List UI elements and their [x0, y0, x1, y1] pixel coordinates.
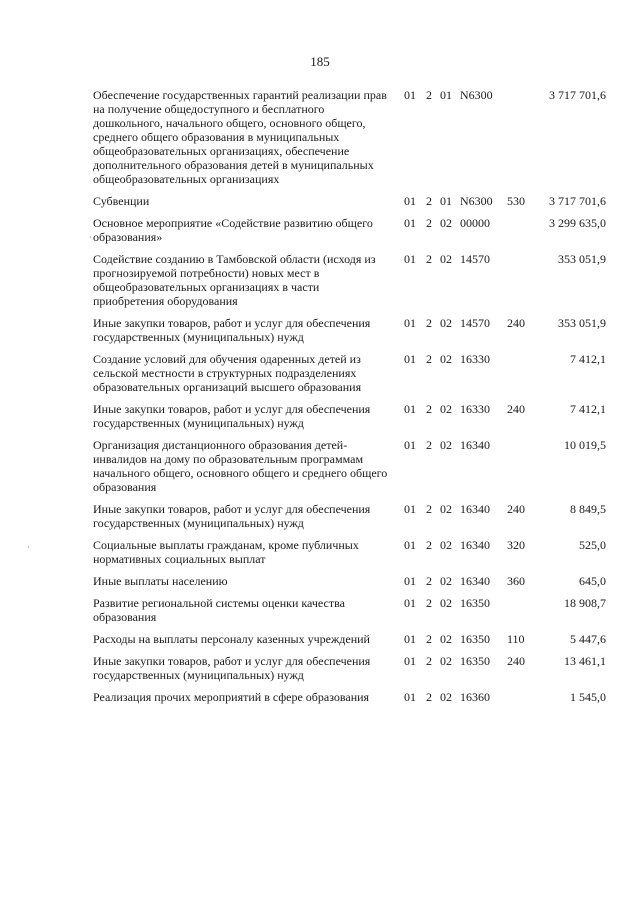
- table-row: [0, 574, 640, 588]
- page-number: 185: [310, 54, 330, 69]
- expense-type: 530: [507, 194, 525, 208]
- code-direction: 16340: [460, 574, 490, 588]
- table-row: [0, 88, 640, 186]
- code-section: 01: [404, 88, 416, 102]
- table-row: [0, 596, 640, 624]
- row-code: [404, 654, 520, 668]
- row-description: Содействие созданию в Тамбовской области (исходя из прогнозируемой потребности) новых мест в общеобразовательных организациях в части приобретения оборудования: [93, 252, 376, 308]
- row-description: Иные закупки товаров, работ и услуг для обеспечения государственных (муниципальных) нужд: [93, 654, 371, 682]
- code-activity: 02: [440, 438, 452, 452]
- code-subprogram: 2: [426, 596, 432, 610]
- code-subprogram: 2: [426, 632, 432, 646]
- row-description: Организация дистанционного образования детей-инвалидов на дому по образовательным программам начального общего, основного общего и среднего общего образования: [93, 438, 388, 494]
- table-row: [0, 216, 640, 244]
- code-activity: 02: [440, 216, 452, 230]
- code-section: 01: [404, 352, 416, 366]
- row-code: [404, 352, 520, 366]
- row-description: Социальные выплаты гражданам, кроме публичных нормативных социальных выплат: [93, 538, 359, 566]
- row-code: [404, 596, 520, 610]
- row-code: [404, 690, 520, 704]
- code-activity: 02: [440, 538, 452, 552]
- code-activity: 02: [440, 632, 452, 646]
- code-subprogram: 2: [426, 574, 432, 588]
- row-code: [404, 632, 520, 646]
- table-row: [0, 538, 640, 566]
- code-section: 01: [404, 654, 416, 668]
- code-section: 01: [404, 194, 416, 208]
- row-amount: 8 849,5: [570, 502, 606, 516]
- code-activity: 01: [440, 194, 452, 208]
- table-row: [0, 690, 640, 704]
- code-activity: 02: [440, 654, 452, 668]
- code-section: 01: [404, 252, 416, 266]
- code-direction: 16330: [460, 352, 490, 366]
- row-amount: 7 412,1: [570, 402, 606, 416]
- row-amount: 1 545,0: [570, 690, 606, 704]
- code-activity: 01: [440, 88, 452, 102]
- row-description: Создание условий для обучения одаренных детей из сельской местности в структурных подразделениях образовательных организаций высшего образования: [93, 352, 362, 394]
- row-amount: 7 412,1: [570, 352, 606, 366]
- code-section: 01: [404, 402, 416, 416]
- budget-table: [0, 88, 640, 712]
- code-direction: 14570: [460, 252, 490, 266]
- row-description: Реализация прочих мероприятий в сфере образования: [93, 690, 370, 704]
- code-activity: 02: [440, 502, 452, 516]
- code-direction: 14570: [460, 316, 490, 330]
- row-amount: 18 908,7: [564, 596, 606, 610]
- code-subprogram: 2: [426, 538, 432, 552]
- code-direction: 16360: [460, 690, 490, 704]
- expense-type: 240: [507, 402, 525, 416]
- table-row: [0, 654, 640, 682]
- row-description: Иные закупки товаров, работ и услуг для обеспечения государственных (муниципальных) нужд: [93, 402, 371, 430]
- table-row: [0, 194, 640, 208]
- row-code: [404, 316, 520, 330]
- code-section: 01: [404, 438, 416, 452]
- row-code: [404, 574, 520, 588]
- row-code: [404, 402, 520, 416]
- row-description: Обеспечение государственных гарантий реализации прав на получение общедоступного и бесплатного дошкольного, начального общего, основного общего, среднего общего образования в муниципальных общеобразовательных организациях, обеспечение дополнительного образования детей в муниципальных общеобразовательных организациях: [93, 88, 387, 186]
- row-code: [404, 438, 520, 452]
- row-amount: 525,0: [579, 538, 606, 552]
- code-subprogram: 2: [426, 438, 432, 452]
- code-direction: N6300: [460, 88, 493, 102]
- code-subprogram: 2: [426, 316, 432, 330]
- scan-mark: [90, 236, 91, 238]
- code-subprogram: 2: [426, 402, 432, 416]
- row-code: [404, 194, 520, 208]
- code-section: 01: [404, 538, 416, 552]
- expense-type: 110: [507, 632, 525, 646]
- table-row: [0, 438, 640, 494]
- row-code: [404, 88, 520, 102]
- code-subprogram: 2: [426, 502, 432, 516]
- row-amount: 3 717 701,6: [549, 88, 606, 102]
- row-description: Иные закупки товаров, работ и услуг для обеспечения государственных (муниципальных) нужд: [93, 502, 371, 530]
- code-section: 01: [404, 216, 416, 230]
- code-direction: 16340: [460, 538, 490, 552]
- row-amount: 13 461,1: [564, 654, 606, 668]
- code-activity: 02: [440, 252, 452, 266]
- code-direction: 00000: [460, 216, 490, 230]
- code-direction: 16350: [460, 654, 490, 668]
- row-amount: 5 447,6: [570, 632, 606, 646]
- code-section: 01: [404, 690, 416, 704]
- code-subprogram: 2: [426, 690, 432, 704]
- expense-type: 320: [507, 538, 525, 552]
- row-amount: 10 019,5: [564, 438, 606, 452]
- row-amount: 3 717 701,6: [549, 194, 606, 208]
- row-description: Иные выплаты населению: [93, 574, 228, 588]
- row-code: [404, 252, 520, 266]
- code-direction: 16340: [460, 438, 490, 452]
- code-activity: 02: [440, 316, 452, 330]
- row-amount: 353 051,9: [558, 316, 606, 330]
- code-subprogram: 2: [426, 252, 432, 266]
- code-subprogram: 2: [426, 654, 432, 668]
- scan-mark: [28, 546, 29, 548]
- code-section: 01: [404, 316, 416, 330]
- table-row: [0, 316, 640, 344]
- expense-type: 360: [507, 574, 525, 588]
- code-section: 01: [404, 574, 416, 588]
- row-code: [404, 216, 520, 230]
- code-subprogram: 2: [426, 216, 432, 230]
- code-subprogram: 2: [426, 194, 432, 208]
- code-activity: 02: [440, 596, 452, 610]
- row-description: Основное мероприятие «Содействие развитию общего образования»: [93, 216, 373, 244]
- code-direction: 16350: [460, 632, 490, 646]
- row-description: Расходы на выплаты персоналу казенных учреждений: [93, 632, 370, 646]
- table-row: [0, 502, 640, 530]
- code-activity: 02: [440, 352, 452, 366]
- row-description: Субвенции: [93, 194, 150, 208]
- row-amount: 353 051,9: [558, 252, 606, 266]
- row-amount: 645,0: [579, 574, 606, 588]
- expense-type: 240: [507, 654, 525, 668]
- code-activity: 02: [440, 402, 452, 416]
- row-code: [404, 502, 520, 516]
- table-row: [0, 352, 640, 394]
- table-row: [0, 402, 640, 430]
- code-direction: 16340: [460, 502, 490, 516]
- code-direction: 16330: [460, 402, 490, 416]
- code-section: 01: [404, 596, 416, 610]
- code-section: 01: [404, 632, 416, 646]
- row-description: Развитие региональной системы оценки качества образования: [93, 596, 345, 624]
- table-row: [0, 252, 640, 308]
- row-amount: 3 299 635,0: [549, 216, 606, 230]
- code-section: 01: [404, 502, 416, 516]
- code-subprogram: 2: [426, 88, 432, 102]
- row-description: Иные закупки товаров, работ и услуг для обеспечения государственных (муниципальных) нужд: [93, 316, 371, 344]
- code-direction: 16350: [460, 596, 490, 610]
- table-row: [0, 632, 640, 646]
- expense-type: 240: [507, 316, 525, 330]
- expense-type: 240: [507, 502, 525, 516]
- code-direction: N6300: [460, 194, 493, 208]
- row-code: [404, 538, 520, 552]
- code-subprogram: 2: [426, 352, 432, 366]
- code-activity: 02: [440, 574, 452, 588]
- code-activity: 02: [440, 690, 452, 704]
